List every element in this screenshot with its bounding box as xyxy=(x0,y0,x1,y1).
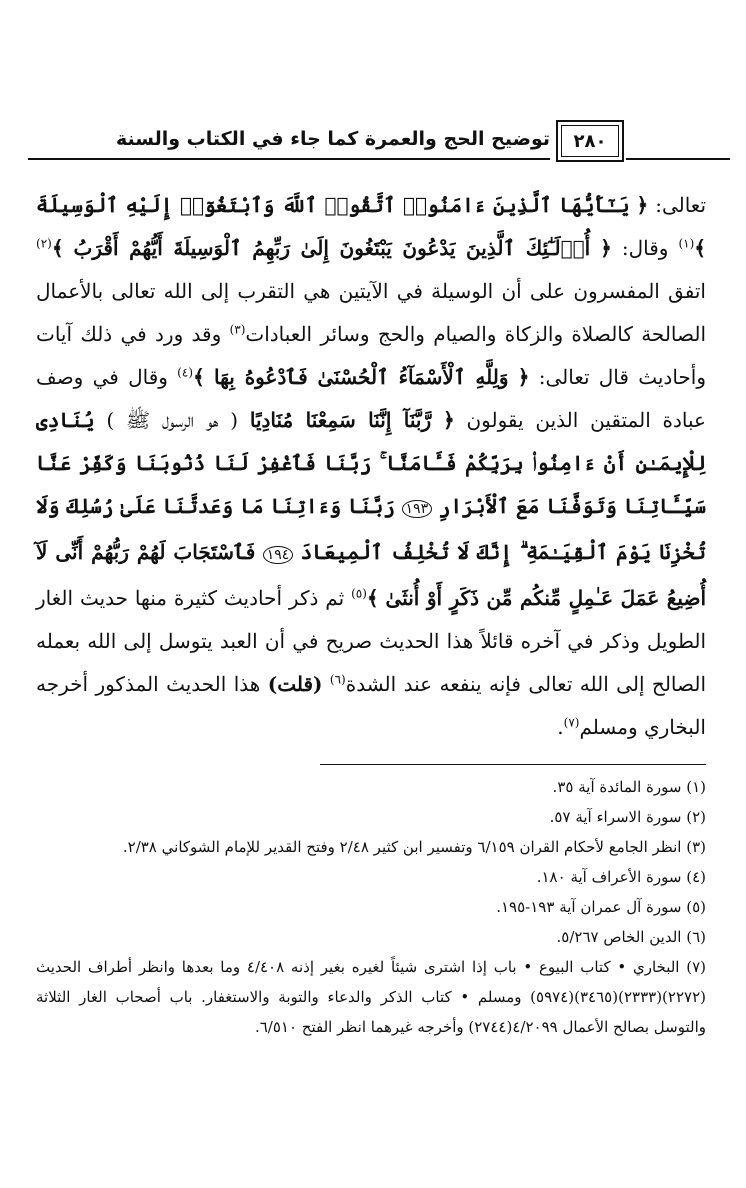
footnote-ref: (٣) xyxy=(229,322,246,337)
ayah-number: ١٩٤ xyxy=(263,546,294,564)
text-segment: وقد ورد في ذلك آيات وأحاديث قال تعالى: xyxy=(36,322,706,389)
ayah-number: ١٩٣ xyxy=(402,500,433,518)
quran-verse: وَلِلَّهِ ٱلْأَسْمَآءُ ٱلْحُسْنَىٰ فَٱدْعُوهُ بِهَا xyxy=(213,365,509,389)
text-segment: اتفق المفسرون على أن الوسيلة في الآيتين هي التقرب إلى الله تعالى بالأعمال الصالحة كالصلاة والزكاة والصيام والحج وسائر العبادات xyxy=(36,279,707,346)
text-segment: ( هو الرسول ﷺ ) xyxy=(106,408,239,432)
quran-bracket-open: ﴿ xyxy=(442,408,455,432)
page-number-box xyxy=(556,120,624,162)
footnote-ref: (١) xyxy=(678,236,695,251)
page-number: ٢٨٠ xyxy=(573,130,607,152)
running-title: توضيح الحج والعمرة كما جاء في الكتاب والسنة xyxy=(115,128,550,150)
text-segment: وقال في وصف عبادة المتقين الذين يقولون xyxy=(36,365,706,432)
footnote: (١) سورة المائدة آية ٣٥. xyxy=(552,778,706,796)
header-rule-right xyxy=(626,158,730,160)
footnote: (٦) الدين الخاص ٥/٢٦٧. xyxy=(556,928,706,946)
quran-verse: أُو۟لَـٰٓئِكَ ٱلَّذِينَ يَدْعُونَ يَبْتَغُونَ إِلَىٰ رَبِّهِمُ ٱلْوَسِيلَةَ أَيُّهُمْ أَقْرَبُ xyxy=(73,236,591,260)
header-rule xyxy=(28,158,550,160)
footnote-ref: (٢) xyxy=(36,236,52,251)
quran-bracket-close: ﴾ xyxy=(694,236,707,260)
text-segment: هذا الحديث المذكور أخرجه البخاري ومسلم xyxy=(36,672,706,739)
text-segment: تعالى: xyxy=(655,193,707,217)
footnotes xyxy=(36,772,706,1042)
quran-verse: يُنَادِى لِلْإِيمَـٰنِ أَنْ ءَامِنُوا۟ بِرَبِّكُمْ فَـَٔامَنَّا ۚ رَبَّنَا فَٱغْفِرْ لَنَا ذُنُوبَنَا وَكَفِّرْ عَنَّا سَيِّـَٔاتِنَا وَتَوَفَّنَا مَعَ ٱلْأَبْرَارِ xyxy=(36,408,706,518)
quran-verse: رَبَّنَا وَءَاتِنَا مَا وَعَدتَّنَا عَلَىٰ رُسُلِكَ وَلَا تُخْزِنَا يَوْمَ ٱلْقِيَـٰمَةِ ۗ إِنَّكَ لَا تُخْلِفُ ٱلْمِيعَادَ xyxy=(36,494,707,564)
text-segment: وقال: xyxy=(621,236,669,260)
quran-bracket-open: ﴿ xyxy=(517,365,530,389)
footnote: (٧) البخاري • كتاب البيوع • باب إذا اشترى شيئاً لغيره بغير إذنه ٤/٤٠٨ وما بعدها وانظر أطراف الحديث (٢٢٧٢)(٢٣٣٣)(٣٤٦٥)(٥٩٧٤) ومسلم • كتاب الذكر والدعاء والتوبة والاستغفار. باب أصحاب الغار الثلاثة والتوسل بصالح الأعمال ٤/٢٠٩٩(٢٧٤٤) وأخرجه غيرهما انظر الفتح ٦/٥١٠. xyxy=(36,958,706,1036)
quran-bracket-close: ﴾ xyxy=(366,586,379,610)
footnote: (٥) سورة آل عمران آية ١٩٣-١٩٥. xyxy=(496,898,706,916)
qult-label: (قلت) xyxy=(267,672,323,696)
quran-verse: فَٱسْتَجَابَ لَهُمْ رَبُّهُمْ أَنِّى لَآ أُضِيعُ عَمَلَ عَـٰمِلٍ مِّنكُم مِّن ذَكَرٍ أَوْ أُنثَىٰ xyxy=(36,540,706,610)
text-segment: ثم ذكر أحاديث كثيرة منها حديث الغار الطويل وذكر في آخره قائلاً هذا الحديث صريح في أن العبد يتوسل إلى الله بعمله الصالح إلى الله تعالى فإنه ينفعه عند الشدة xyxy=(36,586,707,696)
quran-bracket-open: ﴿ xyxy=(636,193,649,217)
quran-verse: رَّبَّنَآ إِنَّنَا سَمِعْنَا مُنَادِيًا xyxy=(249,408,432,432)
main-text xyxy=(36,184,706,749)
quran-verse: يَـٰٓأَيُّهَا ٱلَّذِينَ ءَامَنُوا۟ ٱتَّقُوا۟ ٱللَّهَ وَٱبْتَغُوٓا۟ إِلَيْهِ ٱلْوَسِيلَةَ xyxy=(36,193,630,217)
footnote-separator xyxy=(320,764,706,765)
footnote-ref: (٥) xyxy=(351,586,367,601)
text-segment: . xyxy=(557,715,564,739)
footnote: (٤) سورة الأعراف آية ١٨٠. xyxy=(536,868,706,886)
footnote: (٣) انظر الجامع لأحكام القران ٦/١٥٩ وتفسير ابن كثير ٢/٤٨ وفتح القدير للإمام الشوكاني ٢/٣٨. xyxy=(122,838,706,856)
footnote-ref: (٧) xyxy=(563,715,580,730)
quran-bracket-close: ﴾ xyxy=(193,365,205,389)
footnote-ref: (٦) xyxy=(329,672,346,687)
footnote: (٢) سورة الاسراء آية ٥٧. xyxy=(549,808,706,826)
quran-bracket-open: ﴿ xyxy=(600,236,612,260)
page-header xyxy=(28,118,730,178)
footnote-ref: (٤) xyxy=(177,365,193,380)
quran-bracket-close: ﴾ xyxy=(51,236,64,260)
